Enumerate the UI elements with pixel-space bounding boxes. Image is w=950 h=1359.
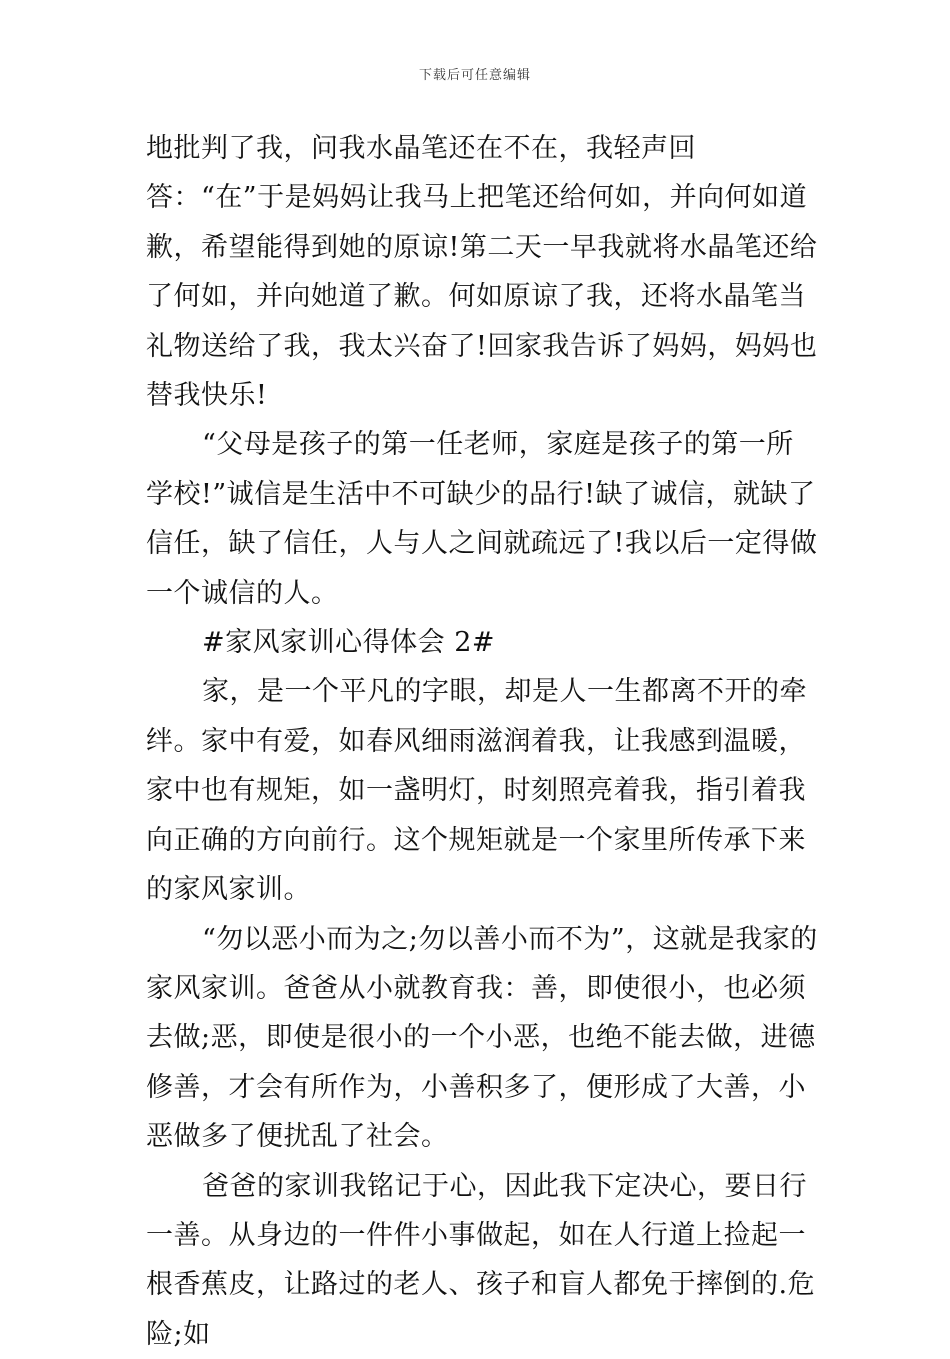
paragraph-5: 爸爸的家训我铭记于心，因此我下定决心，要日行一善。从身边的一件件小事做起，如在人行道上捡起一根香蕉皮，让路过的老人、孩子和盲人都免于摔倒的.危险;如 — [146, 1170, 816, 1350]
page-header: 下载后可任意编辑 — [418, 68, 531, 83]
paragraph-4: “勿以恶小而为之;勿以善小而不为”，这就是我家的家风家训。爸爸从小就教育我：善，即使很小，也必须去做;恶，即使是很小的一个小恶，也绝不能去做，进德修善，才会有所作为，小善积多了，便形成了大善，小恶做多了便扰乱了社会。 — [146, 923, 818, 1153]
paragraph-1: 地批判了我，问我水晶笔还在不在，我轻声回答：“在”于是妈妈让我马上把笔还给何如，并向何如道歉，希望能得到她的原谅!第二天一早我就将水晶笔还给了何如，并向她道了歉。何如原谅了我，还将水晶笔当礼物送给了我，我太兴奋了!回家我告诉了妈妈，妈妈也替我快乐! — [146, 133, 818, 412]
document-body — [146, 124, 818, 1359]
paragraph-3: 家，是一个平凡的字眼，却是人一生都离不开的牵绊。家中有爱，如春风细雨滋润着我，让我感到温暖，家中也有规矩，如一盏明灯，时刻照亮着我，指引着我向正确的方向前行。这个规矩就是一个家里所传承下来的家风家训。 — [146, 676, 807, 906]
section-heading: #家风家训心得体会 2# — [202, 627, 496, 659]
paragraph-2: “父母是孩子的第一任老师，家庭是孩子的第一所学校!”诚信是生活中不可缺少的品行!缺了诚信，就缺了信任，缺了信任，人与人之间就疏远了!我以后一定得做一个诚信的人。 — [146, 429, 818, 609]
